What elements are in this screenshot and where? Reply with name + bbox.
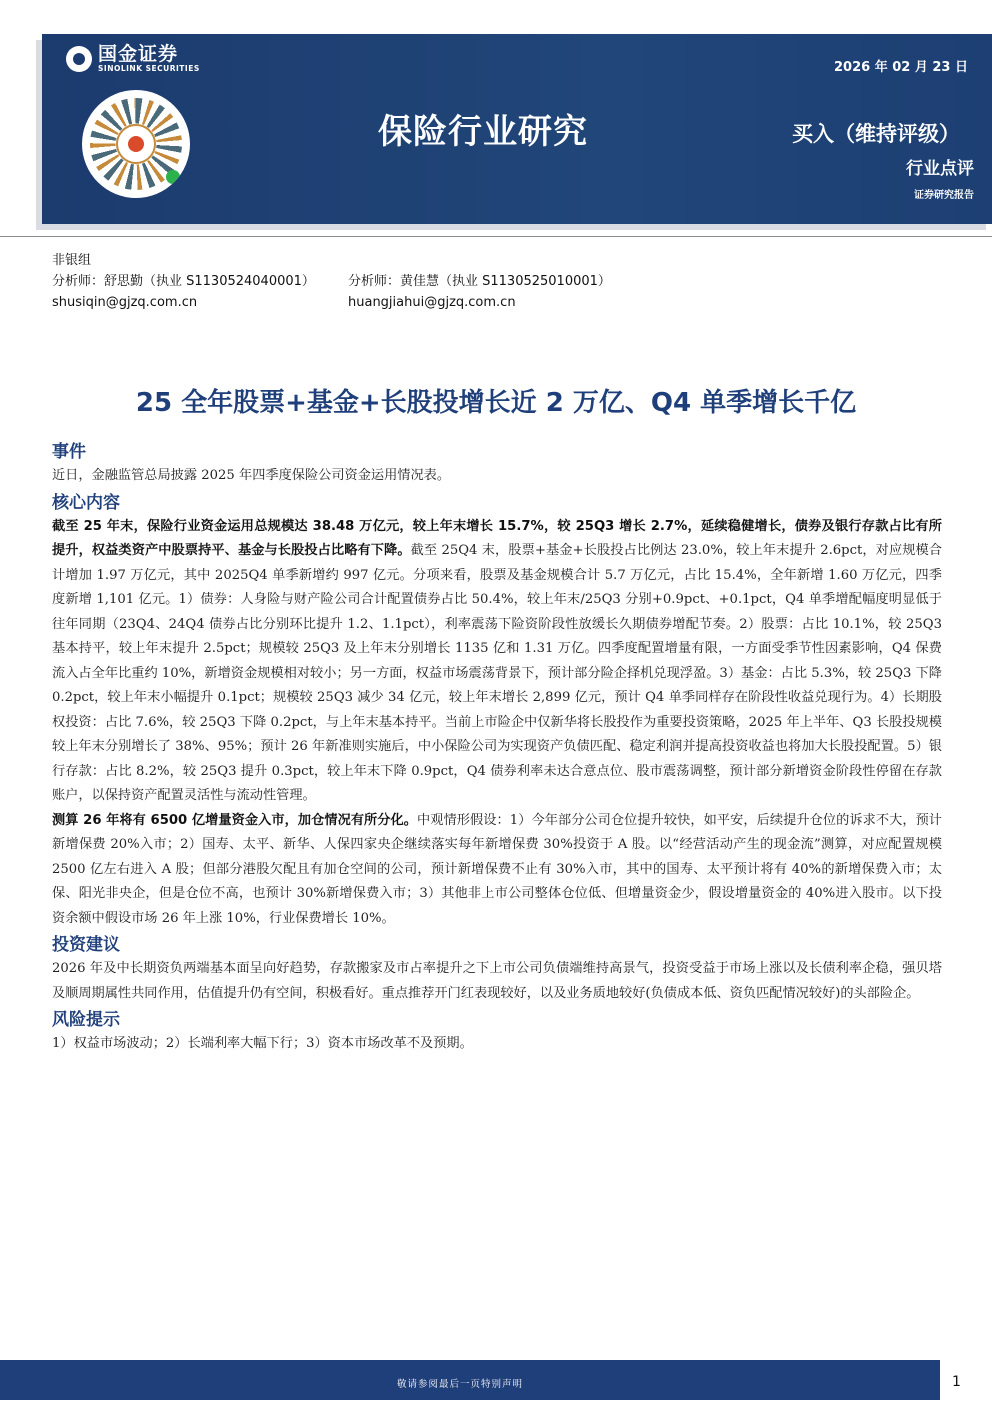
section-heading-event: 事件 [52, 442, 86, 462]
analyst-2-email[interactable]: huangjiahui@gjzq.com.cn [348, 295, 516, 310]
report-body [52, 438, 942, 1057]
wechat-badge-icon [166, 170, 180, 184]
analyst-group: 非银组 [52, 253, 92, 268]
page-number: 1 [952, 1374, 961, 1390]
advice-text: 2026 年及中长期资负两端基本面呈向好趋势，存款搬家及市占率提升之下上市公司负债端维持高景气，投资受益于市场上涨以及长债利率企稳，强贝塔及顺周期属性共同作用，估值提升仍有空间，积极看好。重点推荐开门红表现较好，以及业务质地较好(负债成本低、资负匹配情况较好)的头部险企。 [52, 961, 942, 1001]
analyst-1-email[interactable]: shusiqin@gjzq.com.cn [52, 295, 198, 310]
footer-note: 敬请参阅最后一页特别声明 [396, 1379, 523, 1390]
report-kind: 证券研究报告 [914, 190, 974, 201]
report-header-band [42, 34, 992, 224]
core-p2-text: 中观情形假设：1）今年部分公司仓位提升较快，如平安，后续提升仓位的诉求不大，预计新增保费 20%入市；2）国寿、太平、新华、人保四家央企继续落实每年新增保费 30%投资于 A 股。以“经营活动产生的现金流”测算，对应配置规模 2500 亿左右进入 A 股；但部分港股欠配且有加仓空间的公司，预计新增保费不止有 30%入市，其中的国寿、太平预计将有 40%的新增保费入市；太保、阳光非央企，但是仓位不高，也预计 30%新增保费入市；3）其他非上市公司整体仓位低、但增量资金少，假设增量资金的 40%进入股市。以下投资余额中假设市场 26 年上涨 10%，行业保费增长 10%。 [52, 812, 942, 926]
analyst-1: 分析师：舒思勤（执业 S1130524040001） [52, 274, 315, 289]
logo-name-en: SINOLINK SECURITIES [98, 64, 200, 73]
event-text: 近日，金融监管总局披露 2025 年四季度保险公司资金运用情况表。 [52, 468, 451, 483]
core-p1-bold: 截至 25 年末，保险行业资金运用总规模达 38.48 万亿元，较上年末增长 15.7%，较 25Q3 增长 2.7%，延续稳健增长，债券及银行存款占比有所提升，权益类资产中股票持平、基金与长股投占比略有下降。 [52, 518, 942, 558]
analyst-2: 分析师：黄佳慧（执业 S1130525010001） [348, 274, 611, 289]
company-logo [66, 44, 200, 73]
logo-mark-icon [66, 46, 92, 72]
report-date: 2026 年 02 月 23 日 [834, 60, 968, 75]
section-heading-advice: 投资建议 [52, 935, 120, 955]
divider [0, 236, 992, 237]
core-paragraph-1 [52, 515, 942, 809]
core-p2-bold: 测算 26 年将有 6500 亿增量资金入市，加仓情况有所分化。 [52, 812, 418, 828]
analyst-block [52, 250, 611, 313]
report-type: 行业点评 [906, 159, 974, 179]
core-p1-text: 截至 25Q4 末，股票+基金+长股投占比例达 23.0%，较上年末提升 2.6pct，对应规模合计增加 1.97 万亿元，其中 2025Q4 单季新增约 997 亿元。分项来看，股票及基金规模合计 5.7 万亿元，占比 15.4%，全年新增 1.60 万亿元，四季度新增 1,101 亿元。1）债券：人身险与财产险公司合计配置债券占比 50.4%，较上年末/25Q3 分别+0.9pct、+0.1pct，Q4 单季增配幅度明显低于往年同期（23Q4、24Q4 债券占比分别环比提升 1.2、1.1pct），利率震荡下险资阶段性放缓长久期债券增配节奏。2）股票：占比 10.1%，较 25Q3 基本持平，较上年末提升 2.5pct；规模较 25Q3 及上年末分别增长 1135 亿和 1.31 万亿。四季度配置增量有限，一方面受季节性因素影响，Q4 保费流入占全年比重约 10%，新增资金规模相对较小；另一方面，权益市场震荡背景下，预计部分险企择机兑现浮盈。3）基金：占比 5.3%，较 25Q3 下降 0.2pct，较上年末小幅提升 0.1pct；规模较 25Q3 减少 34 亿元，较上年末增长 2,899 亿元，预计 Q4 单季同样存在阶段性收益兑现行为。4）长期股权投资：占比 7.6%，较 25Q3 下降 0.2pct，与上年末基本持平。当前上市险企中仅新华将长股投作为重要投资策略，2025 年上半年、Q3 长股投规模较上年末分别增长了 38%、95%；预计 26 年新准则实施后，中小保险公司为实现资产负债匹配、稳定利润并提高投资收益也将加大长股投配置。5）银行存款：占比 8.2%，较 25Q3 提升 0.3pct，较上年末下降 0.9pct，Q4 债券利率未达合意点位、股市震荡调整，预计部分新增资金阶段性停留在存款账户，以保持资产配置灵活性与流动性管理。 [52, 543, 942, 803]
main-title: 25 全年股票+基金+长股投增长近 2 万亿、Q4 单季增长千亿 [135, 388, 857, 418]
section-heading-core: 核心内容 [52, 492, 120, 513]
logo-name-cn: 国金证券 [98, 43, 179, 65]
core-paragraph-2 [52, 809, 942, 932]
rating: 买入（维持评级） [792, 122, 960, 146]
section-heading-risk: 风险提示 [52, 1010, 120, 1030]
qr-code-icon [82, 90, 190, 198]
risk-text: 1）权益市场波动；2）长端利率大幅下行；3）资本市场改革不及预期。 [52, 1036, 473, 1051]
report-title: 保险行业研究 [378, 112, 588, 152]
